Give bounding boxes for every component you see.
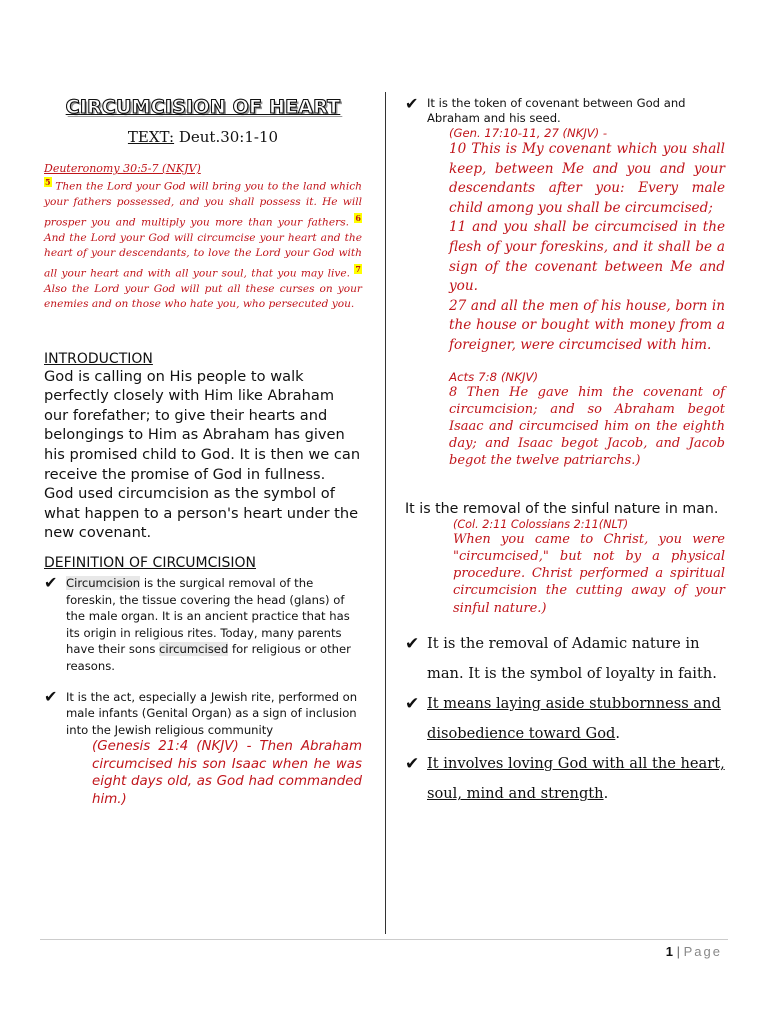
colossians-reference: (Col. 2:11 Colossians 2:11(NLT) [453, 517, 629, 531]
bullet-text [427, 749, 725, 809]
intro-heading: INTRODUCTION [44, 350, 153, 367]
bullet-text-part: for religious or other reasons. [66, 642, 351, 673]
verse-number: 5 [45, 177, 51, 187]
verse-10: 10 This is My covenant which you shall keep, between Me and you and your descendants after you: Every male child among you shall be circumcised; [449, 141, 725, 216]
bullet-text-part: is the surgical removal of the foreskin, the tissue covering the head (glans) of the male organ. It is an ancient practice that has its origin in religious rites. Today, many parents have their sons [66, 575, 350, 657]
underlined-text: It involves loving God with all the heart, soul, mind and strength [427, 755, 725, 803]
verse-11: 11 and you shall be circumcised in the flesh of your foreskins, and it shall be a sign of the covenant between Me and you. [449, 219, 725, 295]
page-footer [666, 944, 722, 959]
page-word: Page [683, 944, 722, 959]
checkmark-icon: ✔ [405, 694, 420, 715]
checkmark-icon: ✔ [405, 754, 420, 775]
column-divider [385, 92, 386, 934]
footer-rule [40, 939, 728, 940]
page-number: 1 [665, 944, 674, 959]
verse-number: 7 [355, 263, 361, 274]
genesis-quote: (Genesis 21:4 (NKJV) - Then Abraham circumcised his son Isaac when he was eight days old, as God had commanded him.) [92, 739, 362, 808]
deut-reference: Deuteronomy 30:5-7 (NKJV) [44, 162, 201, 175]
deut-passage [44, 175, 362, 313]
text-label: TEXT: [127, 128, 175, 146]
text-ref: Deut.30:1-10 [174, 128, 279, 146]
verse-number: 6 [355, 212, 361, 223]
bullet-text-end: . [615, 725, 620, 743]
bullet-text [66, 575, 362, 675]
bullet-text: It is the removal of Adamic nature in man. It is the symbol of loyalty in faith. [427, 635, 717, 683]
keyword: circumcised [159, 642, 229, 657]
checkmark-icon: ✔ [44, 572, 58, 592]
acts-reference: Acts 7:8 (NKJV) [449, 369, 539, 384]
bullet-text [427, 689, 725, 749]
text-reference [44, 128, 362, 146]
covenant-bullet [405, 96, 725, 126]
colossians-passage: When you came to Christ, you were "circumcised," but not by a physical procedure. Christ performed a spiritual circumcision the cutting away of your sinful nature.) [453, 531, 725, 616]
bullet-text: It is the token of covenant between God and Abraham and his seed. [427, 96, 686, 125]
adamic-bullet [405, 629, 725, 689]
checkmark-icon: ✔ [44, 686, 58, 706]
removal-heading: It is the removal of the sinful nature in man. [405, 500, 719, 517]
footer-separator: | [673, 944, 684, 959]
page-title: CIRCUMCISION OF HEART [65, 96, 341, 118]
verse-text: Also the Lord your God will put all these curses on your enemies and on those who hate you, who persecuted you. [44, 282, 362, 311]
keyword: Circumcision [66, 575, 141, 590]
verse-27: 27 and all the men of his house, born in the house or bought with money from a foreigner, were circumcised with him. [449, 297, 725, 353]
right-column [405, 96, 725, 809]
verse-text: Then the Lord your God will bring you to the land which your fathers possessed, and you shall possess it. He will prosper you and multiply you more than your fathers. [44, 180, 362, 229]
intro-paragraph: God is calling on His people to walk perfectly closely with Him like Abraham our forefather; to give their hearts and belongings to Him as Abraham has given his promised child to God. It is then we can receive the promise of God in fullness. [44, 367, 361, 483]
bullet-text-end: . [603, 785, 609, 803]
definition-heading: DEFINITION OF CIRCUMCISION [44, 554, 257, 571]
genesis-passage [405, 140, 725, 356]
verse-text: And the Lord your God will circumcise your heart and the heart of your descendants, to love the Lord your God with all your heart and with all your soul, that you may live. [44, 231, 362, 280]
loving-bullet [405, 749, 725, 809]
intro-paragraph: God used circumcision as the symbol of what happen to a person's heart under the new covenant. [44, 485, 359, 542]
left-column [44, 96, 362, 809]
stubbornness-bullet [405, 689, 725, 749]
definition-bullet [44, 686, 362, 739]
checkmark-icon: ✔ [405, 634, 420, 655]
bullet-text: It is the act, especially a Jewish rite, performed on male infants (Genital Organ) as a sign of inclusion into the Jewish religious community [66, 689, 358, 737]
acts-passage: 8 Then He gave him the covenant of circumcision; and so Abraham begot Isaac and circumcised him on the eighth day; and Isaac begot Jacob, and Jacob begot the twelve patriarchs.) [449, 384, 725, 469]
definition-bullet [44, 572, 362, 675]
underlined-text: It means laying aside stubbornness and disobedience toward God [427, 695, 721, 743]
checkmark-icon: ✔ [405, 94, 419, 113]
genesis-reference: (Gen. 17:10-11, 27 (NKJV) - [449, 126, 608, 140]
